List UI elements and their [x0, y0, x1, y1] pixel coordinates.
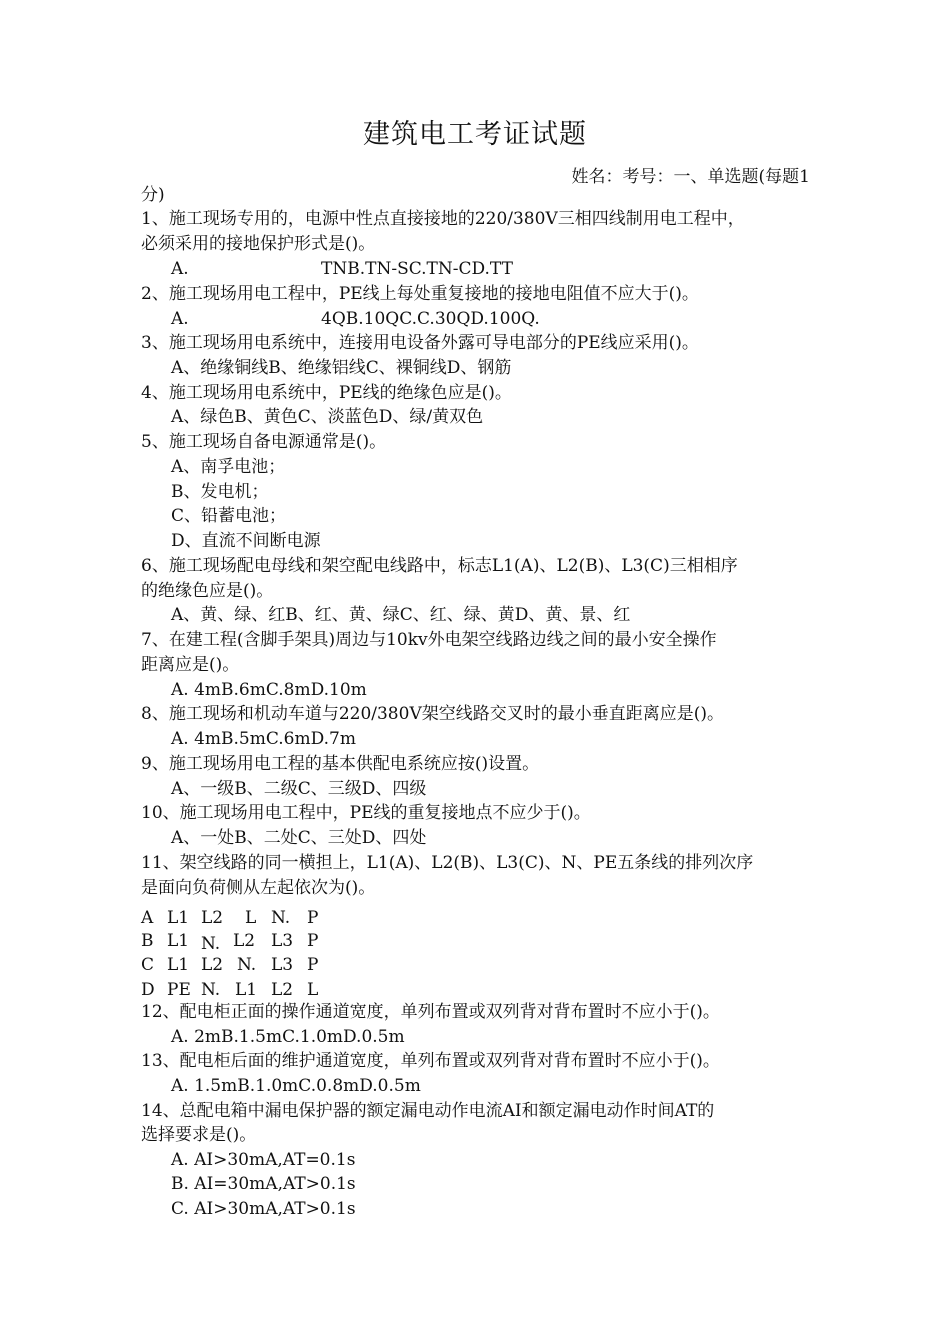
question-4-options: A、绿色B、黄色C、淡蓝色D、绿/黄双色: [171, 407, 484, 427]
option-cell: L1: [167, 908, 190, 928]
option-cell: N.: [201, 934, 221, 954]
option-letter: A: [141, 908, 154, 928]
question-11-line-1: 11、架空线路的同一横担上，L1(A)、L2(B)、L3(C)、N、PE五条线的排列次序: [141, 853, 754, 873]
option-cell: L1: [167, 931, 190, 951]
question-5-option-d: D、直流不间断电源: [171, 531, 321, 551]
question-5-option-b: B、发电机；: [171, 482, 269, 502]
question-14-option-c: C. AI>30mA,AT>0.1s: [171, 1199, 356, 1219]
question-4: 4、施工现场用电系统中，PE线的绝缘色应是()。: [141, 383, 512, 403]
option-cell: P: [307, 908, 319, 928]
question-13-options: A. 1.5mB.1.0mC.0.8mD.0.5m: [171, 1076, 421, 1096]
question-1-options: TNB.TN-SC.TN-CD.TT: [321, 259, 513, 279]
option-cell: L2: [233, 931, 256, 951]
question-7-line-2: 距离应是()。: [141, 655, 240, 675]
question-9: 9、施工现场用电工程的基本供配电系统应按()设置。: [141, 754, 540, 774]
option-cell: PE: [167, 980, 191, 1000]
question-11-option-row-a: [141, 907, 318, 929]
question-1-option-a: A.: [171, 259, 189, 279]
question-14-option-b: B. AI=30mA,AT>0.1s: [171, 1174, 356, 1194]
question-1-line-1: 1、施工现场专用的，电源中性点直接接地的220/380V三相四线制用电工程中，: [141, 209, 745, 229]
question-14-line-2: 选择要求是()。: [141, 1125, 257, 1145]
question-11-option-row-d: [141, 979, 318, 1001]
question-8-options: A. 4mB.5mC.6mD.7m: [171, 729, 356, 749]
option-letter: C: [141, 955, 155, 975]
question-6-line-1: 6、施工现场配电母线和架空配电线路中，标志L1(A)、L2(B)、L3(C)三相相序: [141, 556, 738, 576]
question-1-line-2: 必须采用的接地保护形式是()。: [141, 234, 376, 254]
option-letter: D: [141, 980, 155, 1000]
question-5: 5、施工现场自备电源通常是()。: [141, 432, 387, 452]
option-cell: P: [307, 955, 319, 975]
question-11-line-2: 是面向负荷侧从左起依次为()。: [141, 878, 376, 898]
option-cell: L1: [235, 980, 258, 1000]
question-6-options: A、黄、绿、红B、红、黄、绿C、红、绿、黄D、黄、景、红: [171, 605, 631, 625]
option-cell: L2: [271, 980, 294, 1000]
option-cell: N.: [237, 955, 257, 975]
option-cell: L2: [201, 908, 224, 928]
question-9-options: A、一级B、二级C、三级D、四级: [171, 779, 427, 799]
question-2-options: 4QB.10QC.C.30QD.100Q.: [321, 309, 540, 329]
exam-header-continuation: 分): [141, 185, 165, 205]
question-13: 13、配电柜后面的维护通道宽度，单列布置或双列背对背布置时不应小于()。: [141, 1051, 720, 1071]
option-cell: L: [245, 908, 257, 928]
question-2-option-a: A.: [171, 309, 189, 329]
option-cell: L2: [201, 955, 224, 975]
question-11-option-row-b: [141, 930, 318, 952]
question-5-option-c: C、铅蓄电池；: [171, 506, 287, 526]
option-cell: L: [307, 980, 319, 1000]
exam-header-line: 姓名：考号：一、单选题(每题1: [571, 167, 810, 187]
question-7-line-1: 7、在建工程(含脚手架具)周边与10kv外电架空线路边线之间的最小安全操作: [141, 630, 717, 650]
option-cell: L3: [271, 955, 294, 975]
question-6-line-2: 的绝缘色应是()。: [141, 581, 274, 601]
question-11-option-row-c: [141, 954, 318, 976]
option-cell: N.: [201, 980, 221, 1000]
option-cell: L1: [167, 955, 190, 975]
option-cell: L3: [271, 931, 294, 951]
question-14-option-a: A. AI>30mA,AT=0.1s: [171, 1150, 356, 1170]
question-10-options: A、一处B、二处C、三处D、四处: [171, 828, 427, 848]
question-8: 8、施工现场和机动车道与220/380V架空线路交叉时的最小垂直距离应是()。: [141, 704, 724, 724]
option-cell: N.: [271, 908, 291, 928]
question-3: 3、施工现场用电系统中，连接用电设备外露可导电部分的PE线应采用()。: [141, 333, 699, 353]
question-3-options: A、绝缘铜线B、绝缘铝线C、裸铜线D、钢筋: [171, 358, 512, 378]
question-2: 2、施工现场用电工程中，PE线上每处重复接地的接地电阻值不应大于()。: [141, 284, 699, 304]
question-12: 12、配电柜正面的操作通道宽度，单列布置或双列背对背布置时不应小于()。: [141, 1002, 720, 1022]
option-letter: B: [141, 931, 154, 951]
question-7-options: A. 4mB.6mC.8mD.10m: [171, 680, 367, 700]
question-12-options: A. 2mB.1.5mC.1.0mD.0.5m: [171, 1027, 405, 1047]
page-title: 建筑电工考证试题: [363, 119, 587, 150]
question-10: 10、施工现场用电工程中，PE线的重复接地点不应少于()。: [141, 803, 591, 823]
option-cell: P: [307, 931, 319, 951]
question-14-line-1: 14、总配电箱中漏电保护器的额定漏电动作电流AI和额定漏电动作时间AT的: [141, 1101, 715, 1121]
question-5-option-a: A、南孚电池；: [171, 457, 286, 477]
